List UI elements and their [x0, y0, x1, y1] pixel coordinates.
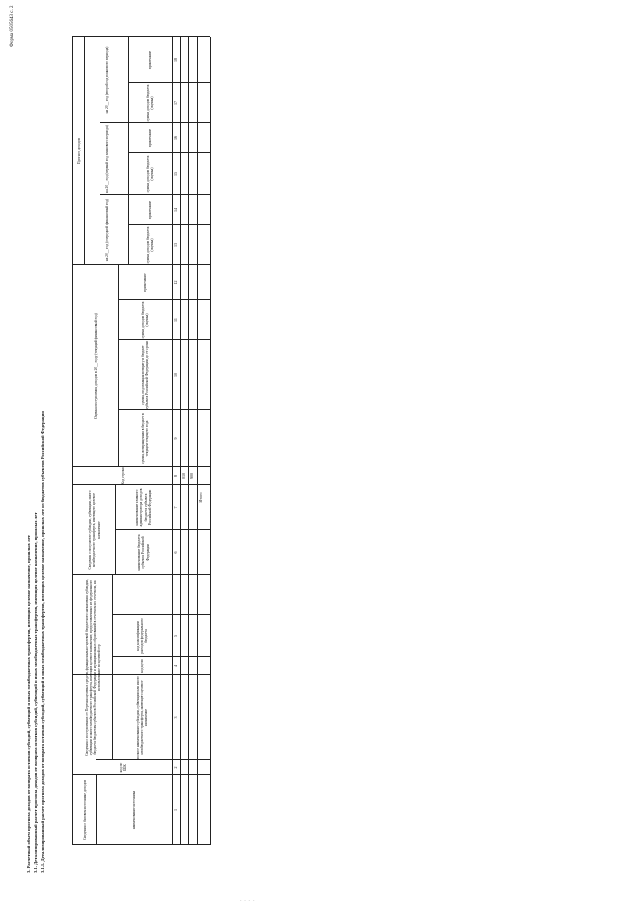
header-est-due: сумма, подлежащая возврату в бюджет субъекта Российской Федерации до ее сроки [140, 340, 149, 410]
col-number-11: 11 [172, 318, 178, 322]
col-number-4: 4 [172, 665, 178, 667]
header-fy-note: примечание [147, 200, 152, 220]
heading-section-3-1: 3.1. Детализированный расчет прогноза доходов от возврата остатков субсидий, субвенций и иных межбюджетных трансфертов, имеющих целевое назначение, прошлых лет [33, 512, 38, 873]
col-number-7: 7 [172, 506, 178, 509]
col-number-6: 6 [172, 551, 178, 554]
header-source: Сведения о базовом источнике доходов [82, 779, 87, 841]
header-source-name: наименование источника [131, 790, 136, 830]
col-number-8: 8 [172, 475, 178, 477]
heading-section-3-1-1: 3.1.1. Детализированный расчет прогноза доходов от возврата остатков субсидий, субвенций и иных межбюджетных трансфертов, имеющих целевое назначение, прошлых лет из бюджетов субъектов Российской Федерации [40, 411, 45, 873]
header-number-row-bottom [180, 37, 181, 845]
col-number-1: 1 [172, 809, 178, 811]
table-border-top [72, 37, 73, 845]
col-number-16: 16 [172, 136, 178, 140]
header-forecast-py2: на 20__ год (второй год планового периода) [104, 46, 109, 114]
header-forecast-py1: на 20__ год (первый год планового периода) [104, 125, 109, 193]
col-number-12: 12 [172, 280, 178, 285]
header-fy-sum: сумма доходов бюджета (оценка) [145, 226, 154, 264]
col-number-10: 10 [172, 373, 178, 377]
header-py2-sum: сумма доходов бюджета (оценка) [145, 84, 154, 122]
header-subsidy: Сведения о поступлениях от Перечня целевых средств, функционально-целевой бюджетного назначения субсидии, субвенции и иного межбюджетного трансферта, имеющих целевое назначение, предоставленных из федерального бюджета бюджетам субъектов Российской Федерации и муниципальных образований в отчетном их отчетном, на использование по целевой отр [84, 579, 102, 756]
header-subsidy-code: код цели [139, 659, 144, 673]
col-number-17: 17 [172, 101, 178, 105]
row-code-010: 010 [180, 473, 186, 479]
header-source-code: код по ББК [118, 762, 127, 773]
data-row-2-bottom [197, 37, 198, 845]
form-label: Форма 0505643 с. 2 [10, 5, 15, 47]
header-subsidy-name: полное наименование субсидии, субвенции или иного межбюджетного трансферта, имеющего целевое назначение [135, 676, 149, 759]
header-forecast: Прогноз доходов [76, 138, 81, 164]
header-line-code: Код строки [120, 467, 125, 485]
col-number-18: 18 [172, 58, 178, 62]
header-est-amount: сумма доходов бюджета (оценка) [140, 301, 149, 339]
col-number-2: 2 [172, 766, 178, 769]
table-border-bottom [210, 37, 211, 845]
col-number-15: 15 [172, 172, 178, 176]
footer-mark: - - - - [240, 898, 256, 903]
row-code-900: 900 [189, 473, 195, 479]
header-py1-sum: сумма доходов бюджета (оценка) [145, 155, 154, 193]
header-est-note: примечание [142, 273, 147, 292]
col-number-5: 5 [172, 635, 178, 637]
header-est-returned: сумма, возвращенная в бюджет в текущем текущего года [140, 413, 149, 464]
header-py2-note: примечание [147, 50, 152, 70]
heading-section-3: 3. Расчетный объем прогноза доходов от возврата остатков субсидий, субвенций и иных межбюджетных трансфертов, имеющих целевое назначение, прошлых лет [26, 535, 31, 873]
header-estimate: Оценка поступления доходов в 20__ году (текущий финансовый год) [93, 313, 98, 419]
header-subsidy-kbk: код классификации расходов федерального бюджета [135, 618, 149, 654]
header-recipient: Сведения о получателе субсидии, субвенции, иного межбюджетного трансферта, имеющего целевое назначение [88, 490, 101, 570]
col-number-3: 3 [172, 716, 178, 719]
data-row-1-bottom [188, 37, 189, 845]
col-number-13: 13 [172, 243, 178, 247]
forecast-group-line [84, 37, 85, 265]
col-number-14: 14 [172, 208, 178, 212]
header-py1-note: примечание [147, 128, 152, 148]
header-recipient-admin: наименование главного администратора доходов бюджета субъекта Российской Федерации [135, 488, 152, 527]
total-label: Итого [197, 492, 203, 503]
col-number-9: 9 [172, 437, 178, 440]
header-forecast-fy: на 20__ год (очередной финансовый год) [104, 198, 109, 262]
header-recipient-budget: наименование бюджета субъекта Российской Федерации [137, 534, 150, 571]
